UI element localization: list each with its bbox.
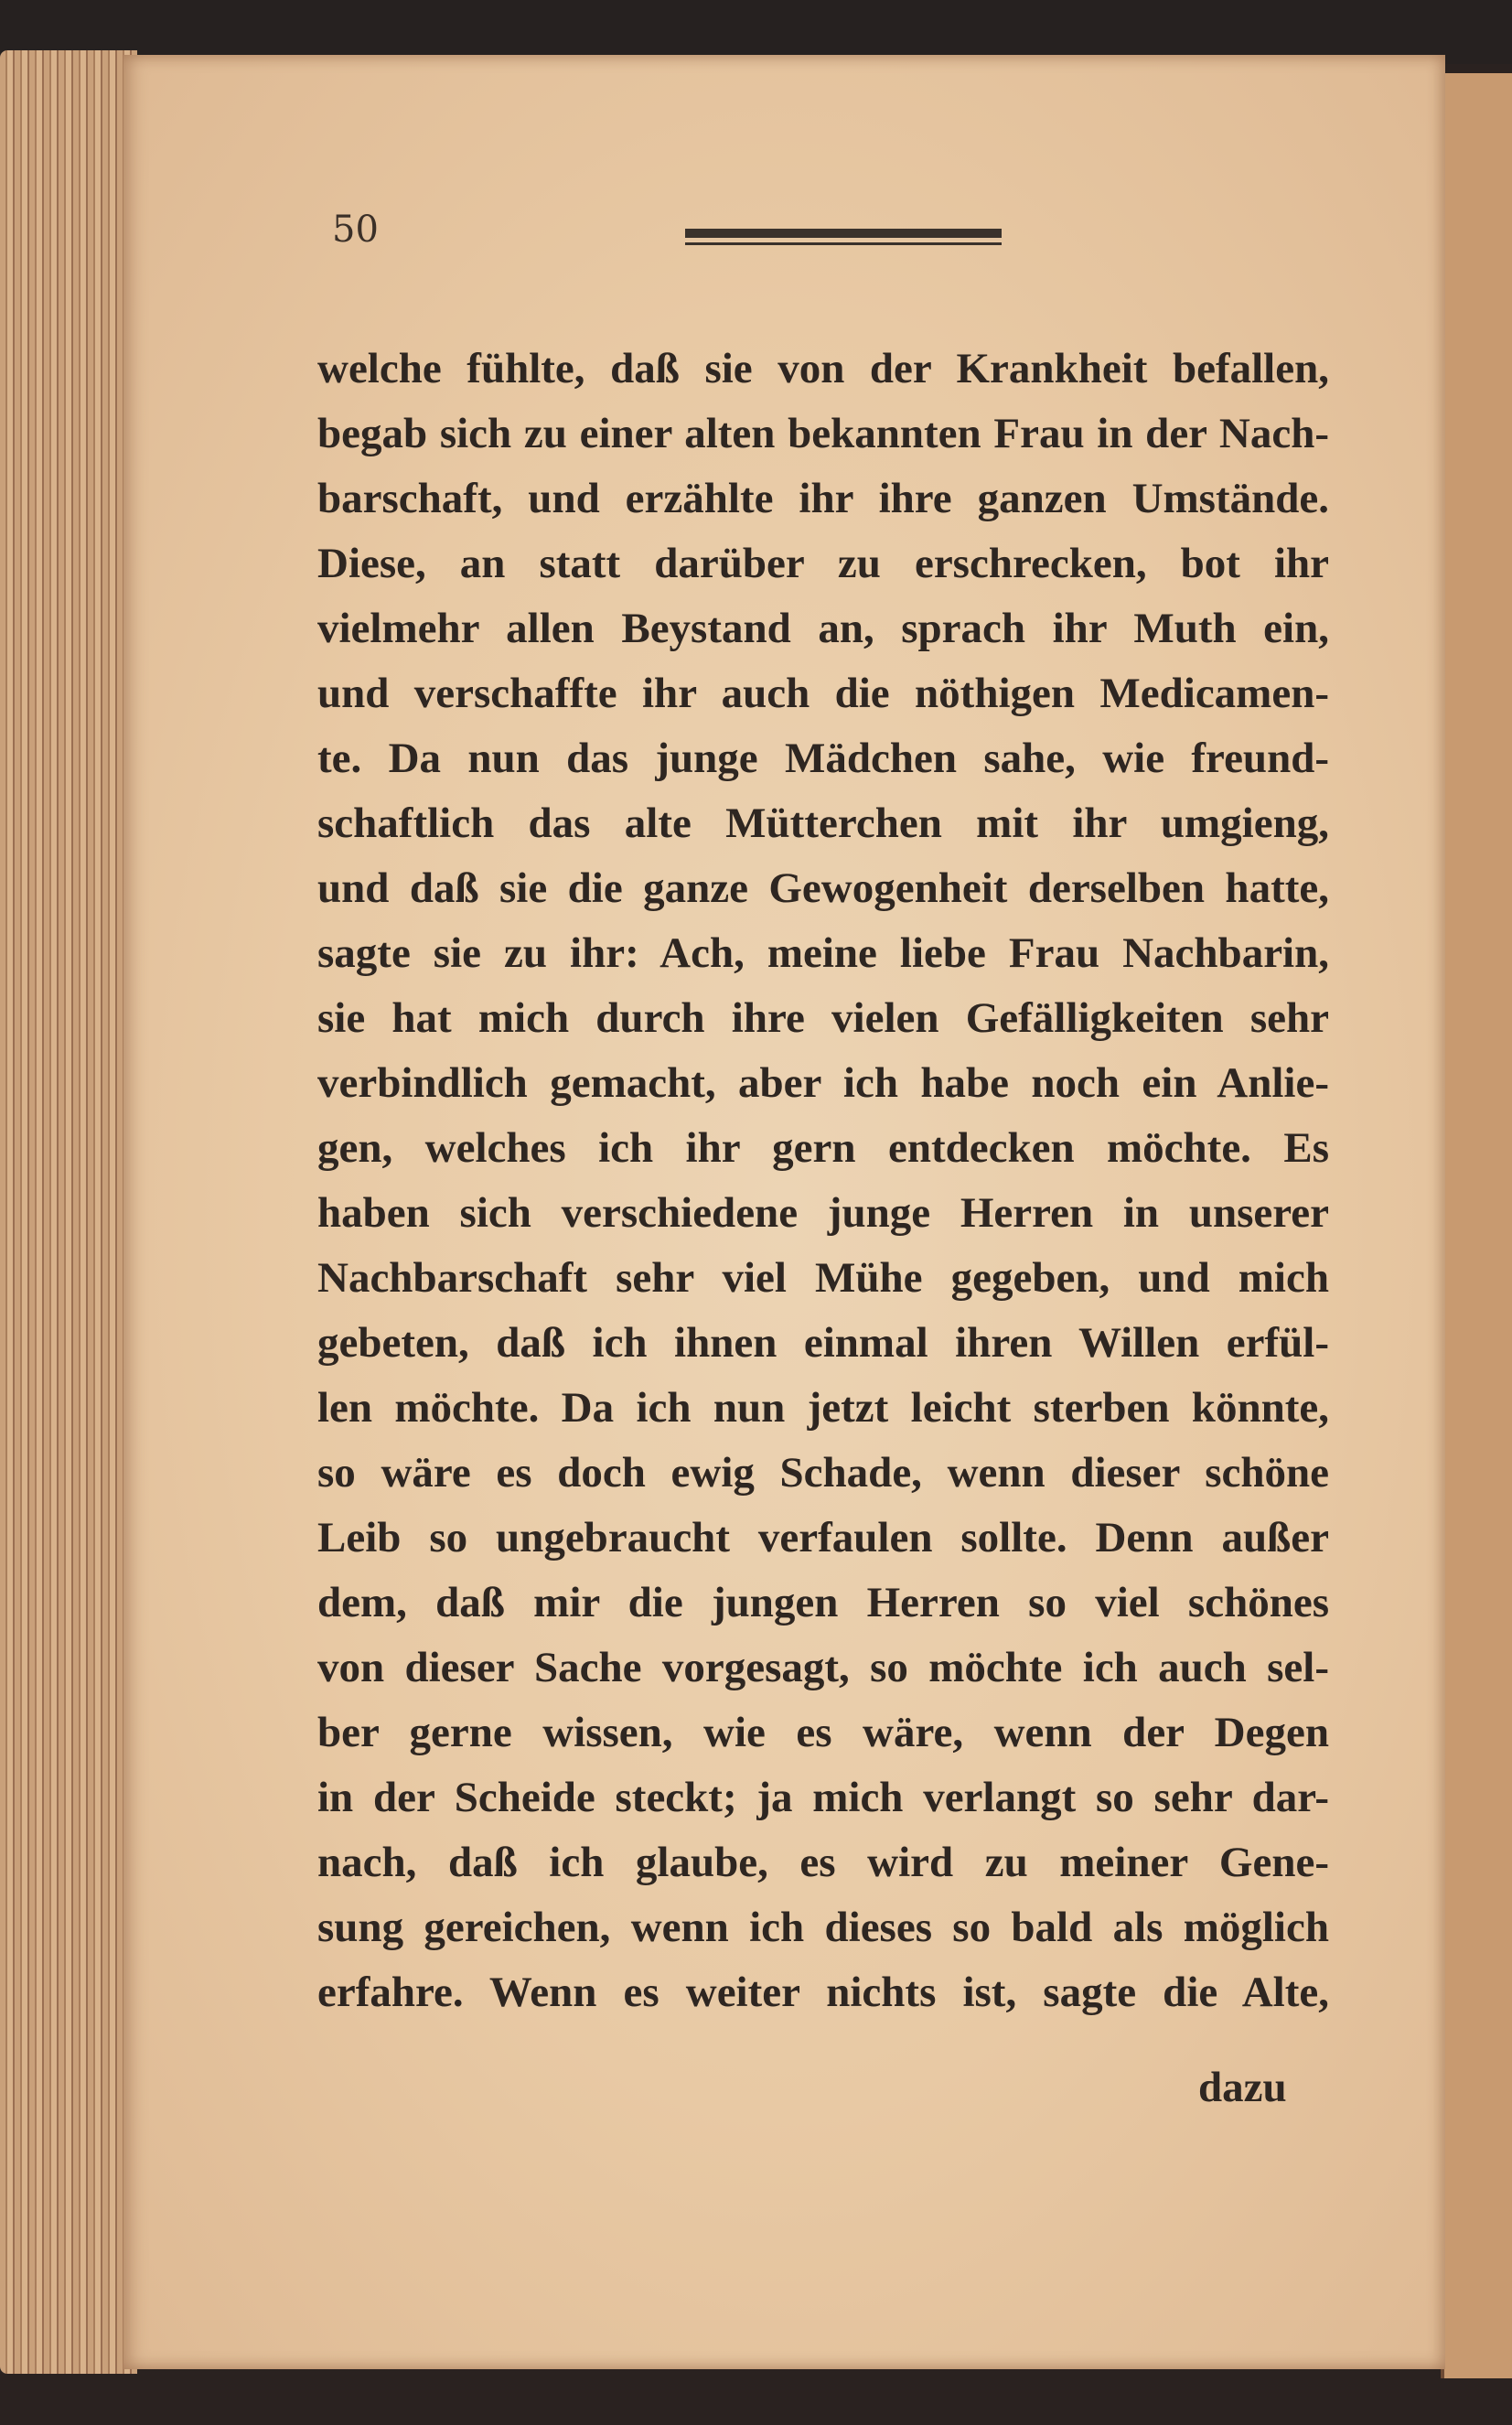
- body-text: [317, 337, 1329, 2025]
- header-ornament-rule: [685, 229, 1002, 247]
- text-line: welche fühlte, daß sie von der Krankheit befallen,: [317, 345, 1329, 392]
- text-line: Leib so ungebraucht verfaulen sollte. Denn außer: [317, 1514, 1329, 1561]
- text-line: len möchte. Da ich nun jetzt leicht sterben könnte,: [317, 1384, 1329, 1432]
- text-line: sagte sie zu ihr: Ach, meine liebe Frau Nachbarin,: [317, 929, 1329, 977]
- page-number: 50: [332, 209, 379, 251]
- text-line: begab sich zu einer alten bekannten Frau in der Nach-: [317, 410, 1329, 457]
- text-line: ber gerne wissen, wie es wäre, wenn der Degen: [317, 1709, 1329, 1756]
- text-line: Diese, an statt darüber zu erschrecken, bot ihr: [317, 540, 1329, 587]
- book-page: [123, 55, 1445, 2369]
- text-line: barschaft, und erzählte ihr ihre ganzen Umstände.: [317, 475, 1329, 522]
- text-line: und verschaffte ihr auch die nöthigen Medicamen-: [317, 670, 1329, 717]
- text-line: so wäre es doch ewig Schade, wenn dieser schöne: [317, 1449, 1329, 1497]
- text-line: gen, welches ich ihr gern entdecken möchte. Es: [317, 1124, 1329, 1172]
- text-line: haben sich verschiedene junge Herren in unserer: [317, 1189, 1329, 1237]
- catchword: dazu: [1198, 2064, 1287, 2111]
- text-line: te. Da nun das junge Mädchen sahe, wie freund-: [317, 735, 1329, 782]
- text-line: verbindlich gemacht, aber ich habe noch ein Anlie-: [317, 1059, 1329, 1107]
- text-line: vielmehr allen Beystand an, sprach ihr Muth ein,: [317, 605, 1329, 652]
- text-line: Nachbarschaft sehr viel Mühe gegeben, und mich: [317, 1254, 1329, 1302]
- text-line: sie hat mich durch ihre vielen Gefälligkeiten sehr: [317, 994, 1329, 1042]
- text-line: sung gereichen, wenn ich dieses so bald als möglich: [317, 1904, 1329, 1951]
- text-line: dem, daß mir die jungen Herren so viel schönes: [317, 1579, 1329, 1626]
- text-line: schaftlich das alte Mütterchen mit ihr umgieng,: [317, 799, 1329, 847]
- text-line: von dieser Sache vorgesagt, so möchte ich auch sel-: [317, 1644, 1329, 1691]
- text-line: in der Scheide steckt; ja mich verlangt so sehr dar-: [317, 1774, 1329, 1821]
- text-line: gebeten, daß ich ihnen einmal ihren Willen erfül-: [317, 1319, 1329, 1367]
- text-line: nach, daß ich glaube, es wird zu meiner Gene-: [317, 1839, 1329, 1886]
- book-page-edges: [0, 50, 137, 2374]
- text-line: erfahre. Wenn es weiter nichts ist, sagte die Alte,: [317, 1969, 1329, 2016]
- text-line: und daß sie die ganze Gewogenheit derselben hatte,: [317, 864, 1329, 912]
- facing-page-edge: [1441, 73, 1512, 2378]
